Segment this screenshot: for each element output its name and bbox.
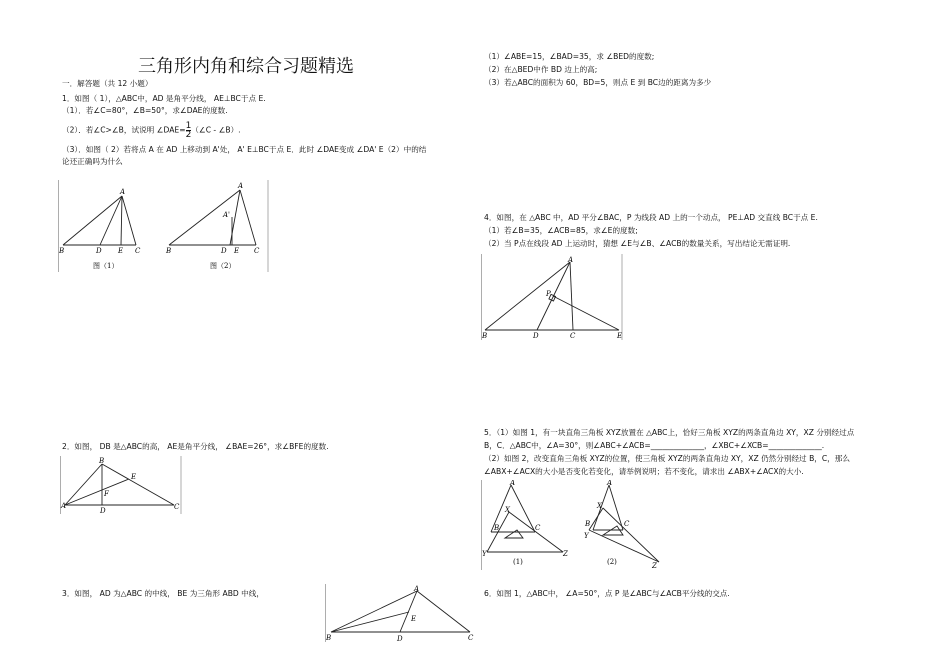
label-B: B: [585, 520, 591, 528]
figure-problem-4: [481, 254, 625, 340]
problem-1-stem: 1．如图（ 1），△ABC中，AD 是角平分线， AE⊥BC于点 E.: [62, 94, 266, 103]
label-A: A: [120, 188, 126, 196]
label-A-prime: A': [223, 211, 230, 219]
section-heading: 一．解答题（共 12 小题）: [62, 79, 153, 88]
label-C: C: [535, 524, 541, 532]
fraction-denominator: 2: [185, 130, 192, 140]
problem-1-q1: （1）．若∠C=80°，∠B=50°，求∠DAE的度数.: [62, 106, 228, 115]
problem-1-q2: [62, 122, 241, 139]
figure-1-triangle: [63, 196, 136, 245]
figure-2-triangle: [169, 190, 256, 245]
label-C: C: [468, 634, 474, 642]
label-C: C: [254, 247, 260, 255]
label-A: A: [510, 480, 516, 487]
label-C: C: [135, 247, 141, 255]
problem-5-line1: 5．（1）如图 1，有一块直角三角板 XYZ放置在 △ABC上，恰好三角板 XYZ的两条直角边 XY，XZ 分别经过点: [484, 428, 855, 437]
label-C: C: [570, 332, 576, 340]
figure-2-lines: [65, 464, 174, 505]
label-C: C: [624, 520, 630, 528]
label-B: B: [326, 634, 332, 642]
label-D: D: [533, 332, 539, 340]
problem-4-q2: （2）当 P点在线段 AD 上运动时，猜想 ∠E与∠B、∠ACB的数量关系，写出结论无需证明.: [484, 239, 791, 248]
label-P: P: [546, 290, 551, 298]
label-E: E: [118, 247, 124, 255]
label-X: X: [597, 502, 602, 510]
problem-2-text: 2．如图， DB 是△ABC的高， AE是角平分线， ∠BAE=26°，求∠BFE的度数.: [62, 442, 329, 451]
problem-1-q2-prefix: （2）．若∠C>∠B，试说明 ∠DAE=: [62, 125, 186, 135]
label-A: A: [607, 480, 613, 487]
label-D: D: [100, 507, 106, 514]
figure-5-caption-1: (1): [513, 558, 523, 566]
figure-problem-2: [60, 456, 184, 514]
problem-3-q1: （1）∠ABE=15，∠BAD=35，求 ∠BED的度数;: [484, 52, 655, 61]
label-X: X: [505, 506, 510, 514]
figure-4-lines: [485, 262, 619, 330]
problem-5-line2: B，C．△ABC中，∠A=30°，则∠ABC+∠ACB=______________，∠XBC+∠XCB=______________.: [484, 441, 825, 450]
label-D: D: [96, 247, 102, 255]
figure-problem-5: [481, 480, 661, 570]
label-D: D: [221, 247, 227, 255]
figure-5-1-lines: [487, 485, 563, 552]
label-F: F: [104, 490, 109, 498]
problem-1-q3-line1: （3）．如图（ 2）若将点 A 在 AD 上移动到 A'处， A' E⊥BC于点 E．此时 ∠DAE变成 ∠DA' E（2）中的结: [62, 145, 427, 154]
label-B: B: [99, 457, 105, 465]
label-E: E: [131, 473, 137, 481]
problem-5-line4: ∠ABX+∠ACX的大小是否变化若变化，请举例说明；若不变化，请求出 ∠ABX+∠ACX的大小.: [484, 467, 804, 476]
label-Y: Y: [482, 550, 487, 558]
label-E: E: [411, 615, 417, 623]
problem-1-q2-suffix: （∠C - ∠B）.: [191, 125, 241, 135]
problem-6-text: 6．如图 1，△ABC中， ∠A=50°，点 P 是∠ABC与∠ACB平分线的交点.: [484, 589, 730, 598]
figure-5-caption-2: (2): [607, 558, 617, 566]
label-B: B: [59, 247, 65, 255]
label-E: E: [617, 332, 623, 340]
label-B: B: [166, 247, 172, 255]
problem-4-stem: 4．如图，在 △ABC 中，AD 平分∠BAC，P 为线段 AD 上的一个动点， PE⊥AD 交直线 BC于点 E.: [484, 213, 818, 222]
label-Z: Z: [563, 550, 568, 558]
label-C: C: [174, 503, 180, 511]
problem-3-q2: （2）在△BED中作 BD 边上的高;: [484, 65, 598, 74]
label-Z: Z: [652, 562, 657, 570]
label-B: B: [482, 332, 488, 340]
problem-5-line3: （2）如图 2，改变直角三角板 XYZ的位置，使三角板 XYZ的两条直角边 XY，XZ 仍然分别经过 B，C，那么: [484, 454, 850, 463]
figure-2-caption: 图（2）: [210, 262, 236, 270]
fraction-numerator: 1: [185, 121, 192, 131]
label-A: A: [238, 182, 244, 190]
figure-3-lines: [331, 591, 470, 632]
problem-4-q1: （1）若∠B=35，∠ACB=85，求∠E的度数;: [484, 226, 638, 235]
page-title: 三角形内角和综合习题精选: [138, 56, 354, 77]
label-D: D: [397, 635, 403, 642]
label-B: B: [494, 524, 500, 532]
label-Y: Y: [584, 532, 589, 540]
label-A: A: [568, 256, 574, 264]
label-E: E: [234, 247, 240, 255]
problem-1-q3-line2: 论还正确吗为什么: [62, 157, 123, 166]
figure-problem-1: [58, 180, 270, 272]
label-A: A: [61, 502, 67, 510]
problem-3-text: 3．如图， AD 为△ABC 的中线， BE 为三角形 ABD 中线，: [62, 589, 264, 598]
label-A: A: [414, 585, 420, 593]
problem-3-q3: （3）若△ABC的面积为 60，BD=5，则点 E 到 BC边的距离为多少: [484, 78, 712, 87]
figure-problem-3: [325, 584, 475, 642]
figure-1-caption: 图（1）: [93, 262, 119, 270]
